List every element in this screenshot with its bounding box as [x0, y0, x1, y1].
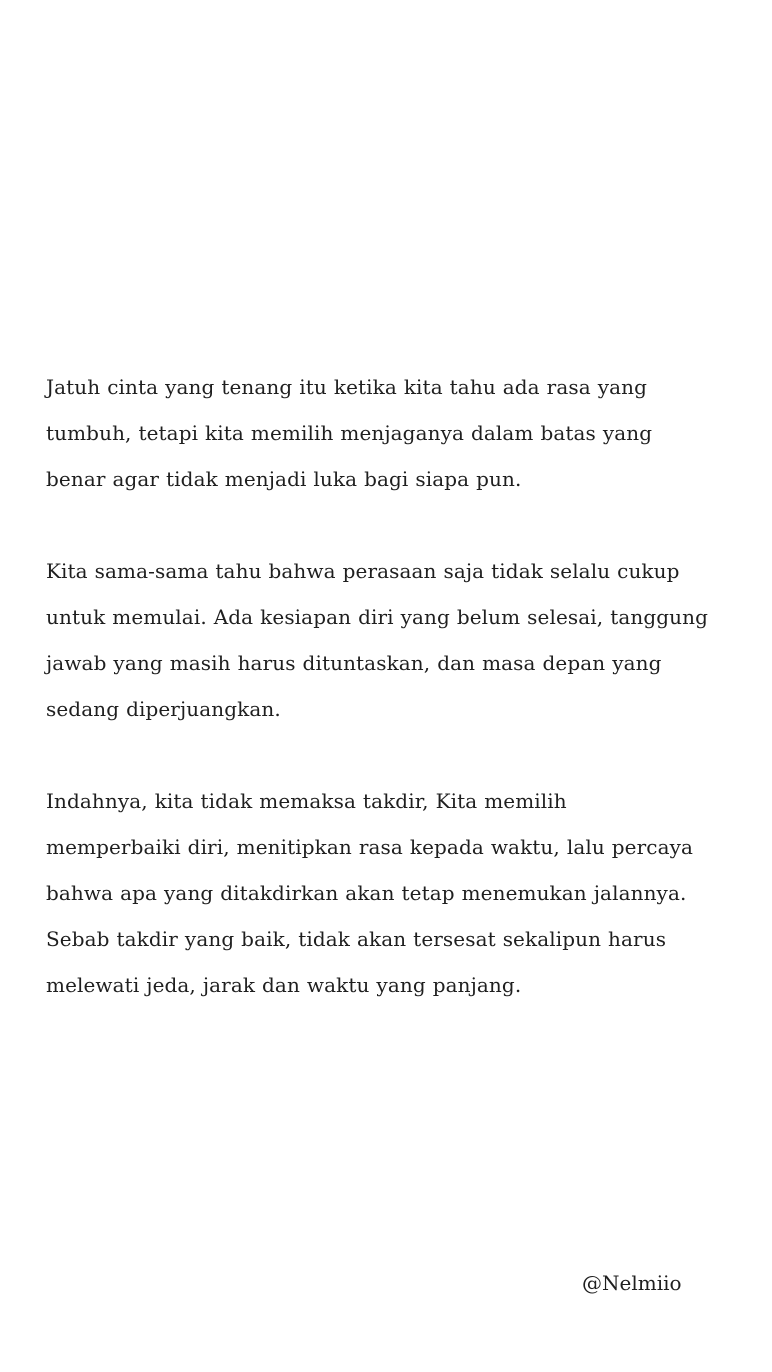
- text-line: bahwa apa yang ditakdirkan akan tetap menemukan jalannya.: [46, 881, 687, 905]
- text-line: Indahnya, kita tidak memaksa takdir, Kita memilih: [46, 789, 567, 813]
- author-signature: @Nelmiio: [582, 1271, 682, 1295]
- paragraph-1: [46, 364, 736, 502]
- text-line: sedang diperjuangkan.: [46, 697, 281, 721]
- text-line: memperbaiki diri, menitipkan rasa kepada waktu, lalu percaya: [46, 835, 694, 859]
- text-line: tumbuh, tetapi kita memilih menjaganya dalam batas yang: [46, 421, 653, 445]
- text-line: untuk memulai. Ada kesiapan diri yang belum selesai, tanggung: [46, 605, 709, 629]
- paragraph-2: [46, 548, 736, 732]
- text-line: jawab yang masih harus dituntaskan, dan masa depan yang: [46, 651, 662, 675]
- text-line: melewati jeda, jarak dan waktu yang panjang.: [46, 973, 522, 997]
- text-line: benar agar tidak menjadi luka bagi siapa pun.: [46, 467, 522, 491]
- text-line: Sebab takdir yang baik, tidak akan tersesat sekalipun harus: [46, 927, 667, 951]
- paragraph-3: [46, 778, 736, 1008]
- text-line: Jatuh cinta yang tenang itu ketika kita tahu ada rasa yang: [46, 375, 647, 399]
- text-line: Kita sama-sama tahu bahwa perasaan saja tidak selalu cukup: [46, 559, 680, 583]
- quote-text: [46, 364, 736, 1008]
